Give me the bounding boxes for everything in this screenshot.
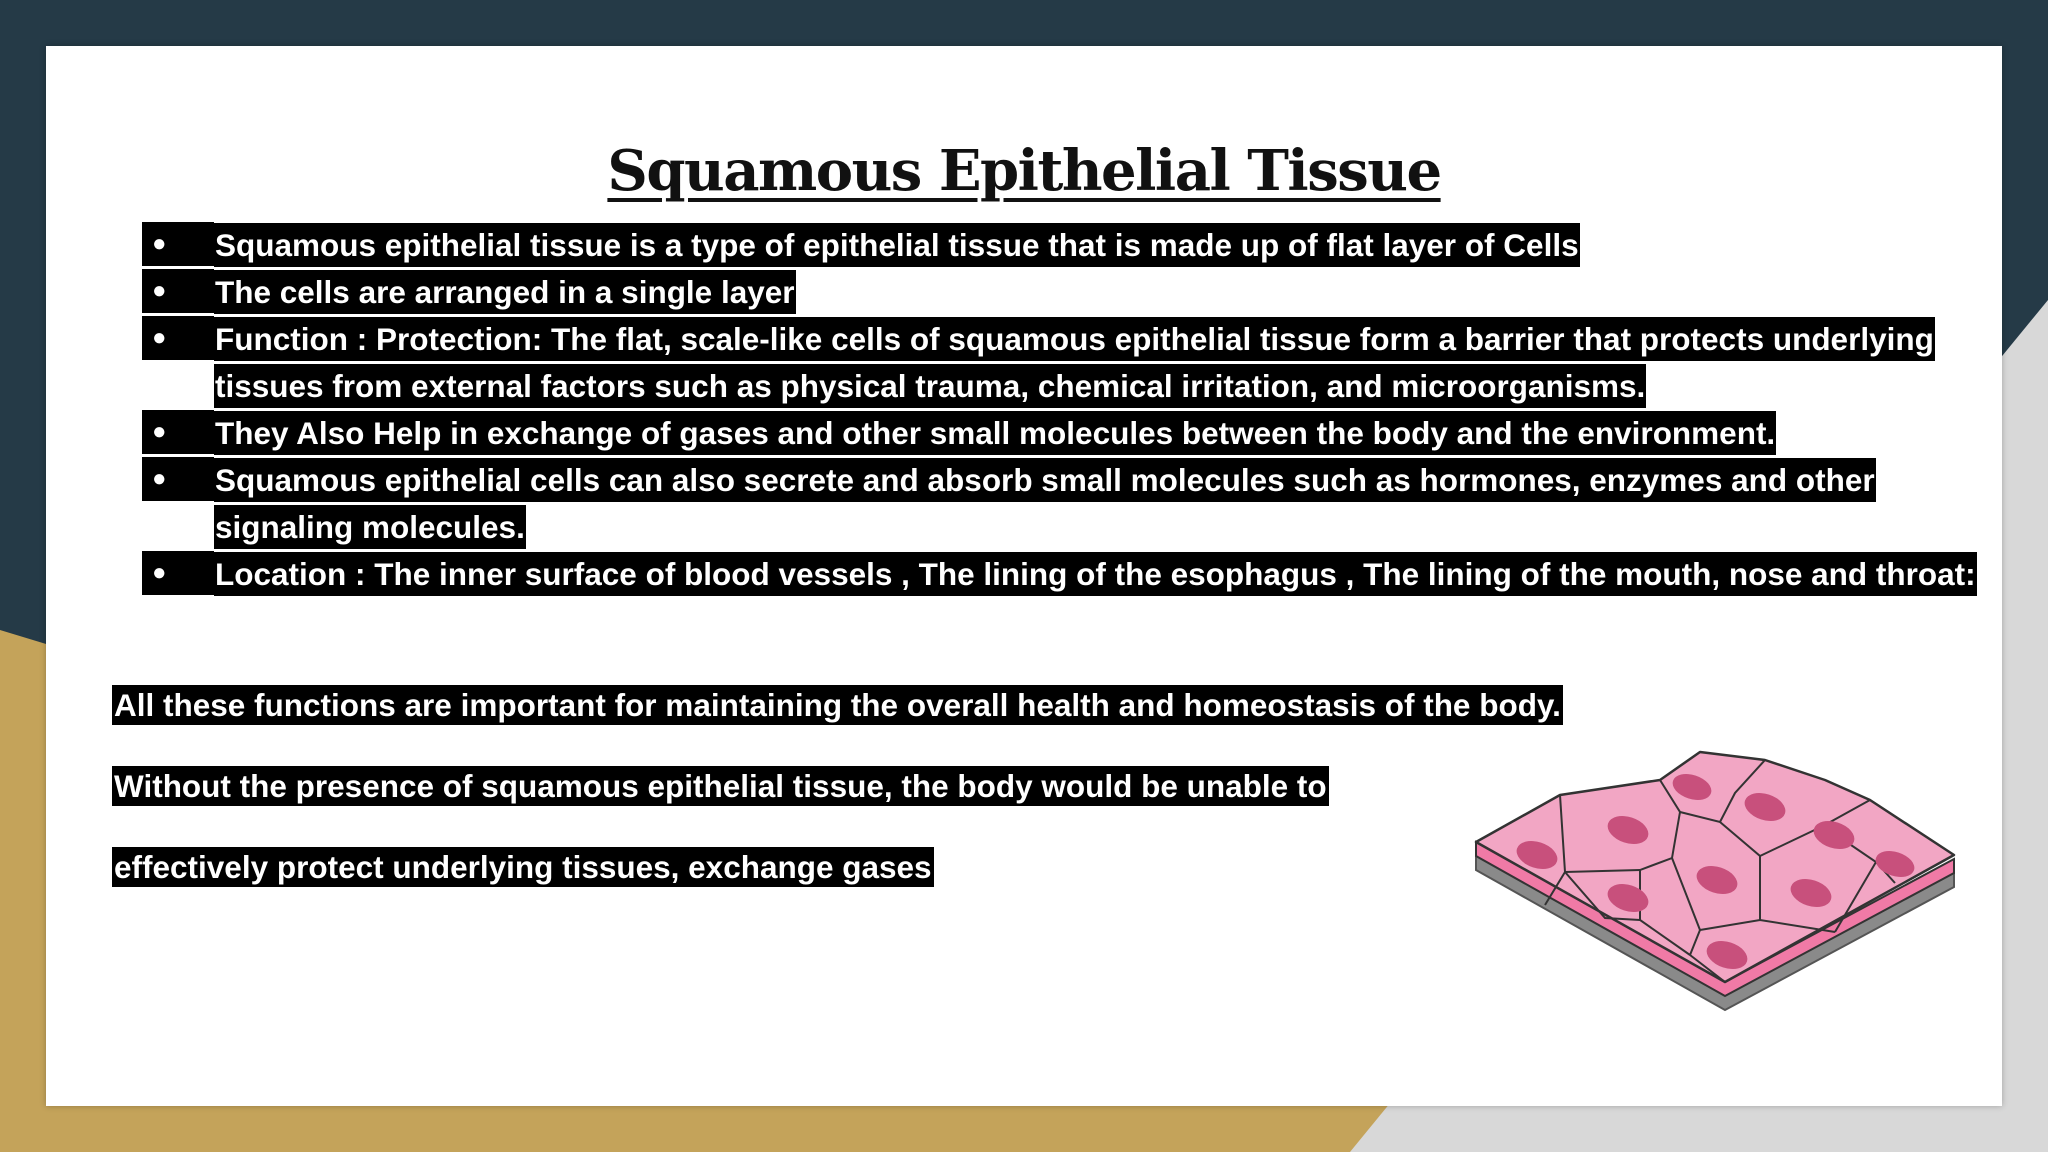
bullet-marker: ● (142, 316, 214, 360)
summary-paragraph (112, 685, 1563, 725)
bullet-text: Squamous epithelial cells can also secrete and absorb small molecules such as hormones, enzymes and other signaling molecules. (214, 458, 1876, 549)
bullet-marker: ● (142, 457, 214, 501)
squamous-epithelium-diagram (1430, 700, 1970, 1040)
bullet-text: Location : The inner surface of blood vessels , The lining of the esophagus , The lining of the mouth, nose and throat: (214, 552, 1977, 596)
bullet-item (142, 316, 2002, 410)
bullet-marker: ● (142, 222, 214, 266)
bullet-text: Squamous epithelial tissue is a type of epithelial tissue that is made up of flat layer of Cells (214, 223, 1580, 267)
slide-card (46, 46, 2002, 1106)
bullet-marker: ● (142, 269, 214, 313)
paragraph-text: effectively protect underlying tissues, exchange gases (114, 849, 932, 885)
paragraph-text: Without the presence of squamous epithelial tissue, the body would be unable to (114, 768, 1327, 804)
bullet-text: Function : Protection: The flat, scale-like cells of squamous epithelial tissue form a barrier that protects underlying tissues from external factors such as physical trauma, chemical irritation, and microorganisms. (214, 317, 1935, 408)
bullet-list (142, 222, 2002, 598)
bullet-text: The cells are arranged in a single layer (214, 270, 796, 314)
bullet-marker: ● (142, 551, 214, 595)
slide-title: Squamous Epithelial Tissue (607, 138, 1441, 204)
bullet-item (142, 269, 2002, 316)
paragraph-text: All these functions are important for maintaining the overall health and homeostasis of the body. (114, 687, 1561, 723)
bullet-item (142, 457, 2002, 551)
summary-paragraph (112, 847, 934, 887)
bullet-item (142, 410, 2002, 457)
bullet-text: They Also Help in exchange of gases and other small molecules between the body and the environment. (214, 411, 1776, 455)
bullet-item (142, 222, 2002, 269)
bullet-marker: ● (142, 410, 214, 454)
summary-paragraph (112, 766, 1329, 806)
bullet-item (142, 551, 2002, 598)
